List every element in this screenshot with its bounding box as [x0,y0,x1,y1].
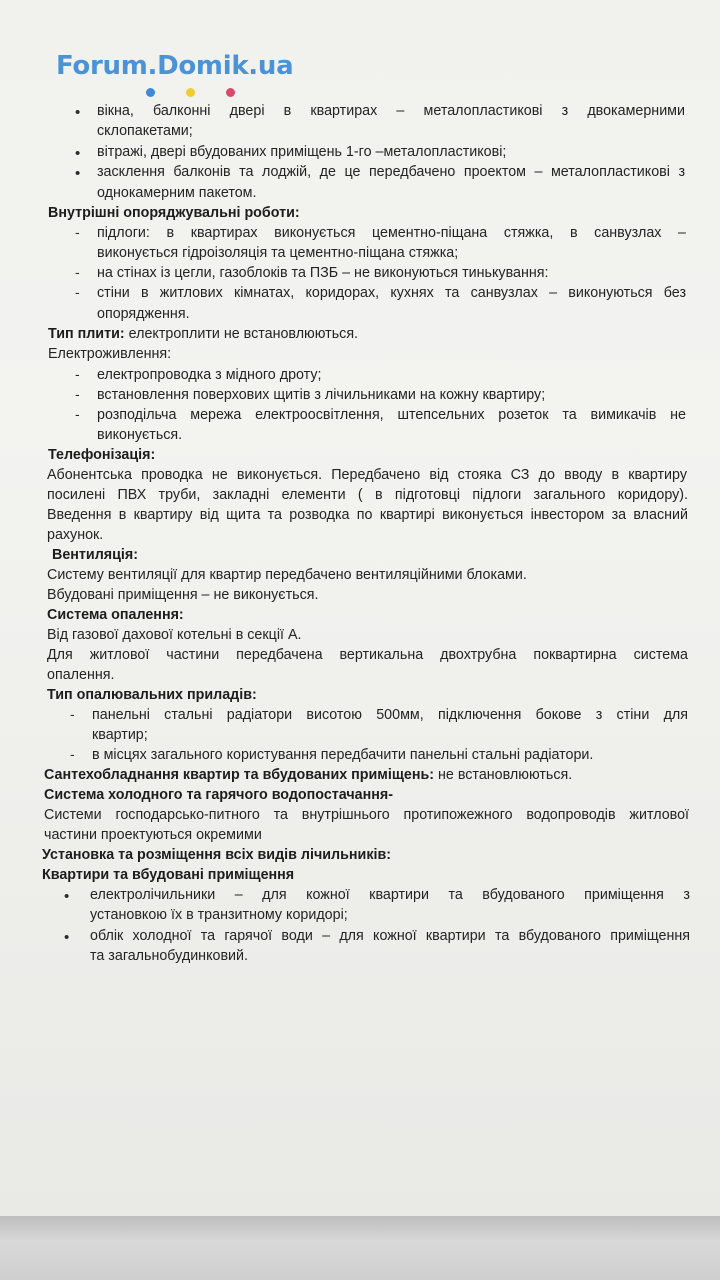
bullet-marker: • [75,165,81,182]
bullet-marker: • [75,104,81,121]
text-line: та загальнобудинковий. [90,948,248,964]
bullet-marker: • [75,145,81,162]
dash-marker: - [75,284,80,300]
section-heading: Система опалення: [47,607,184,623]
text-line: електропроводка з мідного дроту; [97,367,322,383]
text-line: на стінах із цегли, газоблоків та ПЗБ – не виконуються тинькування: [97,265,549,281]
paragraph-line: Абонентська проводка не виконується. Передбачено від стояка СЗ до вводу в квартиру [47,467,687,483]
text-line: склопакетами; [97,123,193,139]
text-line: вітражі, двері вбудованих приміщень 1-го –металопластикові; [97,144,507,160]
background-surface [0,1216,720,1280]
paragraph-line: Системи господарсько-питного та внутрішнього протипожежного водопроводів житлової [44,807,689,823]
inline-heading: Тип плити: [48,326,125,342]
text-line: квартир; [92,727,148,743]
text-line: виконується. [97,427,183,443]
section-heading: Система холодного та гарячого водопостачання- [44,787,393,803]
paragraph-line [48,325,358,343]
paragraph-line: Електроживлення: [48,346,172,362]
dash-marker: - [75,264,80,280]
watermark-logo: Forum.Domik.ua [56,51,294,81]
dash-marker: - [70,746,75,762]
paragraph-line: Систему вентиляції для квартир передбачено вентиляційними блоками. [47,567,527,583]
section-heading: Тип опалювальних приладів: [47,687,257,703]
text-line: вікна, балконні двері в квартирах – металопластикові з двокамерними [97,103,685,119]
text-line: виконується гідроізоляція та цементно-піщана стяжка; [97,245,459,261]
dash-marker: - [75,406,80,422]
text-line: однокамерним пакетом. [97,185,257,201]
text-line: панельні стальні радіатори висотою 500мм, підключення бокове з стіни для [92,707,688,723]
text-line: стіни в житлових кімнатах, коридорах, кухнях та санвузлах – виконуються без [97,285,686,301]
inline-text: електроплити не встановлюються. [124,326,359,342]
text-line: підлоги: в квартирах виконується цементно-піщана стяжка, в санвузлах – [97,225,686,241]
paragraph-line: Від газової дахової котельні в секції А. [47,627,302,643]
bullet-marker: • [64,888,70,905]
watermark-dot-red [226,88,235,97]
text-line: в місцях загального користування передбачити панельні стальні радіатори. [92,747,594,763]
inline-text: не встановлюються. [434,767,573,783]
section-heading: Вентиляція: [52,547,138,563]
section-heading: Квартири та вбудовані приміщення [42,867,295,883]
paragraph-line: Введення в квартиру від щита та розводка по квартирі виконується інвестором за власний [47,507,688,523]
paragraph-line: частини проектуються окремими [44,827,262,843]
text-line: електролічильники – для кожної квартири та вбудованого приміщення з [90,887,690,903]
text-line: розподільча мережа електроосвітлення, штепсельних розеток та вимикачів не [97,407,686,423]
dash-marker: - [75,366,80,382]
text-line: установкою їх в транзитному коридорі; [90,907,348,923]
watermark-dot-blue [146,88,155,97]
paragraph-line: Вбудовані приміщення – не виконується. [47,587,319,603]
text-line: засклення балконів та лоджій, де це передбачено проектом – металопластикові з [97,164,685,180]
text-line: встановлення поверхових щитів з лічильниками на кожну квартиру; [97,387,546,403]
dash-marker: - [70,706,75,722]
bullet-marker: • [64,929,70,946]
dash-marker: - [75,386,80,402]
dash-marker: - [75,224,80,240]
paragraph-line: опалення. [47,667,115,683]
paragraph-line: посилені ПВХ труби, закладні елементи ( в підготовці підлоги загального коридору). [47,487,688,503]
inline-heading: Сантехобладнання квартир та вбудованих приміщень: [44,767,435,783]
paragraph-line [44,766,572,784]
section-heading: Внутрішні опоряджувальні роботи: [48,205,300,221]
paragraph-line: Для житлової частини передбачена вертикальна двохтрубна поквартирна система [47,647,688,663]
section-heading: Установка та розміщення всіх видів лічильників: [42,847,392,863]
text-line: облік холодної та гарячої води – для кожної квартири та вбудованого приміщення [90,928,690,944]
text-line: опорядження. [97,306,190,322]
section-heading: Телефонізація: [48,447,156,463]
paragraph-line: рахунок. [47,527,104,543]
watermark-dot-yellow [186,88,195,97]
